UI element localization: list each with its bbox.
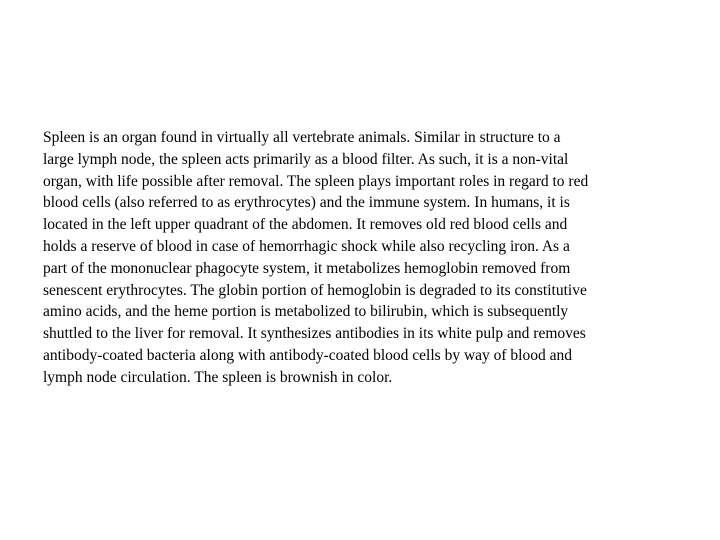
paragraph-line: senescent erythrocytes. The globin portion of hemoglobin is degraded to its constitutive: [43, 281, 587, 299]
body-paragraph: [43, 127, 683, 389]
paragraph-line: shuttled to the liver for removal. It synthesizes antibodies in its white pulp and removes: [43, 325, 586, 343]
paragraph-line: large lymph node, the spleen acts primarily as a blood filter. As such, it is a non-vital: [43, 150, 569, 168]
paragraph-line: lymph node circulation. The spleen is brownish in color.: [43, 368, 393, 386]
paragraph-line: located in the left upper quadrant of the abdomen. It removes old red blood cells and: [43, 216, 568, 234]
paragraph-line: antibody-coated bacteria along with antibody-coated blood cells by way of blood and: [43, 346, 572, 364]
paragraph-line: amino acids, and the heme portion is metabolized to bilirubin, which is subsequently: [43, 303, 569, 321]
paragraph-line: blood cells (also referred to as erythrocytes) and the immune system. In humans, it is: [43, 194, 570, 212]
paragraph-line: holds a reserve of blood in case of hemorrhagic shock while also recycling iron. As a: [43, 237, 570, 255]
paragraph-line: organ, with life possible after removal. The spleen plays important roles in regard to red: [43, 172, 589, 190]
paragraph-line: Spleen is an organ found in virtually all vertebrate animals. Similar in structure to a: [43, 129, 561, 146]
paragraph-line: part of the mononuclear phagocyte system, it metabolizes hemoglobin removed from: [43, 259, 571, 277]
